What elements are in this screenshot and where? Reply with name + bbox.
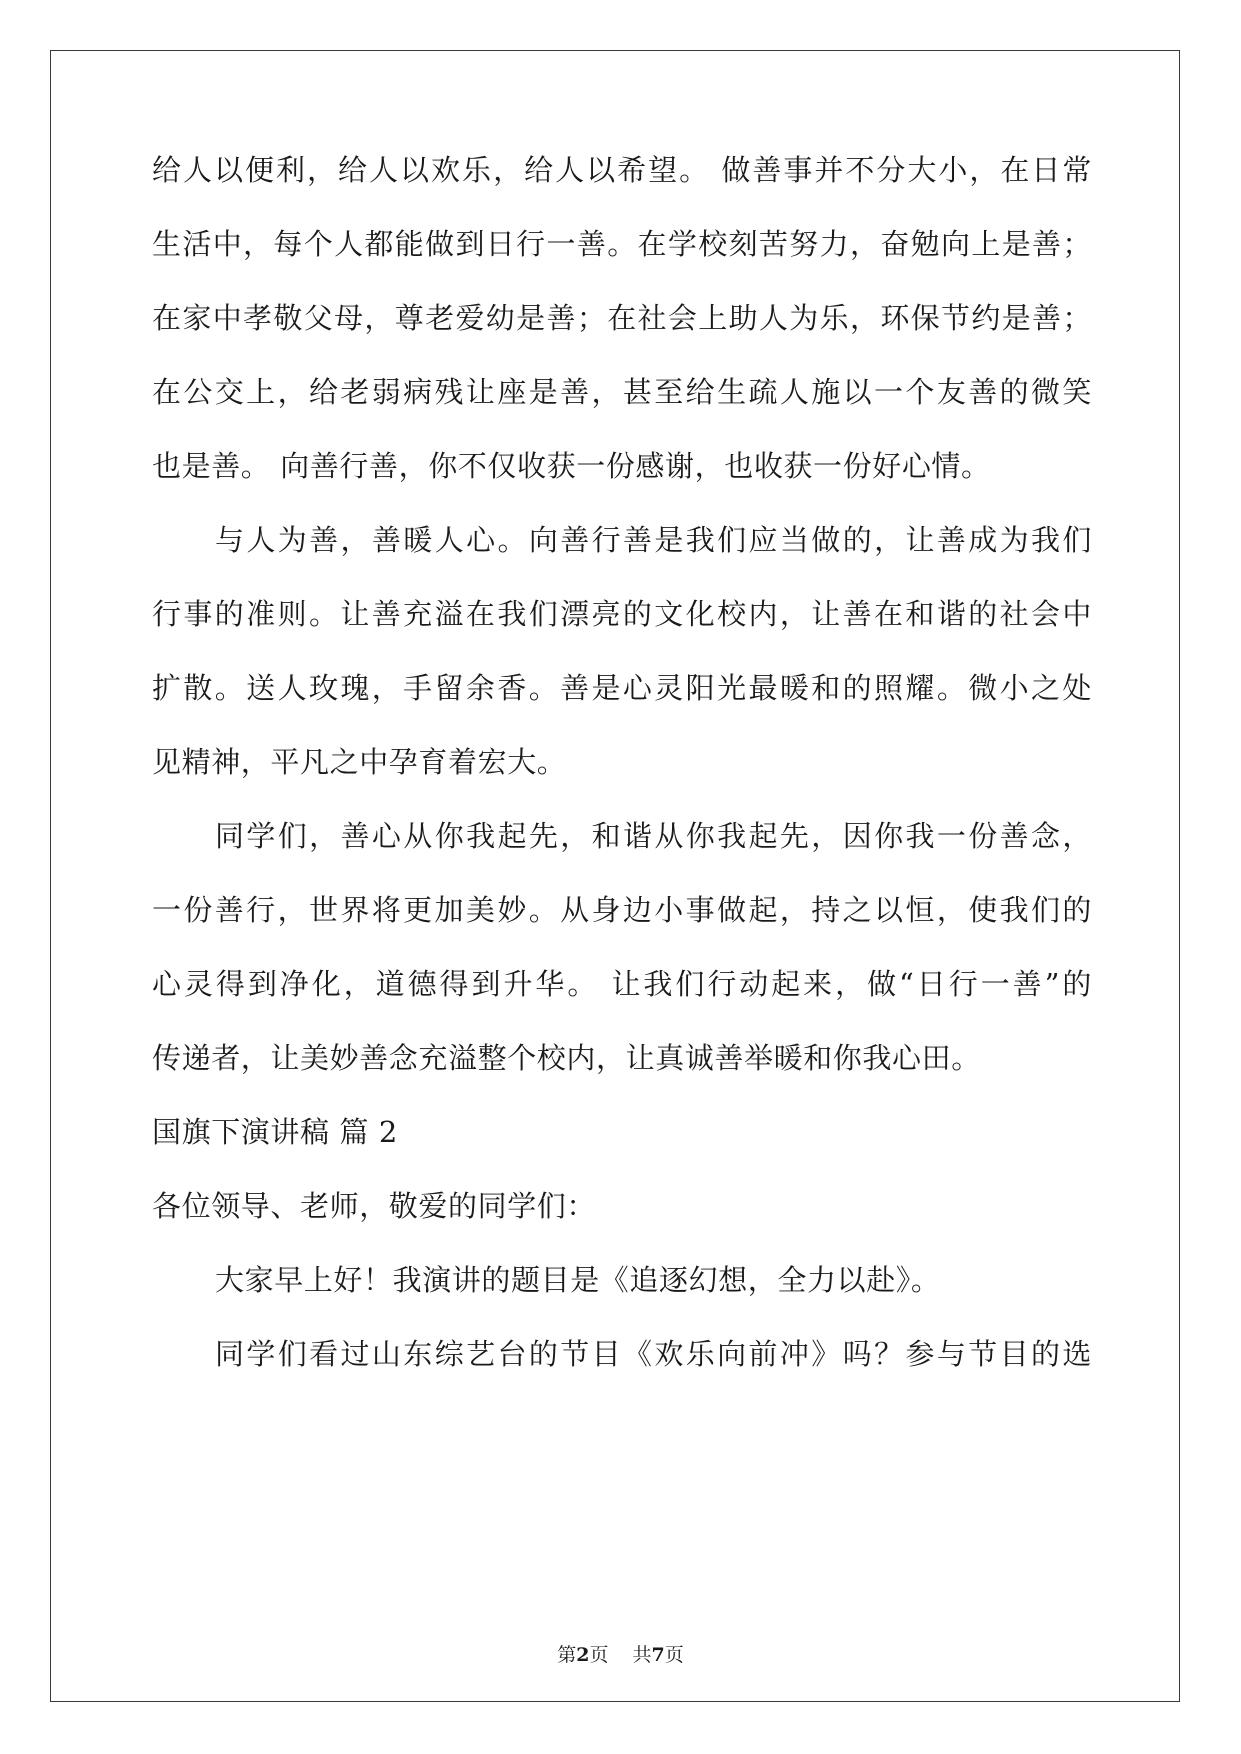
footer-page-current: 2: [576, 1644, 590, 1666]
text-line-7: 行事的准则。让善充溢在我们漂亮的文化校内，让善在和谐的社会中: [152, 597, 1092, 631]
text-line-9: 见精神，平凡之中孕育着宏大。: [152, 745, 567, 779]
text-line-2: 生活中，每个人都能做到日行一善。在学校刻苦努力，奋勉向上是善；: [152, 227, 1092, 261]
text-line-5: 也是善。 向善行善，你不仅收获一份感谢，也收获一份好心情。: [152, 449, 991, 483]
section-heading: 国旗下演讲稿 篇 2: [152, 1115, 398, 1149]
text-line-8: 扩散。送人玫瑰，手留余香。善是心灵阳光最暖和的照耀。微小之处: [152, 671, 1092, 705]
footer-page-prefix: 第: [557, 1644, 577, 1666]
footer-total-suffix: 页: [664, 1644, 684, 1666]
paragraph-2-first-line: 与人为善，善暖人心。向善行善是我们应当做的，让善成为我们: [215, 523, 1092, 557]
text-line-12: 心灵得到净化，道德得到升华。 让我们行动起来，做“日行一善”的: [152, 967, 1092, 1001]
text-line-1: 给人以便利，给人以欢乐，给人以希望。 做善事并不分大小，在日常: [152, 153, 1092, 187]
salutation: 各位领导、老师，敬爱的同学们：: [152, 1189, 597, 1223]
greeting-line: 大家早上好！我演讲的题目是《追逐幻想，全力以赴》。: [215, 1263, 941, 1297]
paragraph-3-first-line: 同学们，善心从你我起先，和谐从你我起先，因你我一份善念，: [215, 819, 1092, 853]
page-footer: [0, 1646, 1241, 1665]
paragraph-last-line: 同学们看过山东综艺台的节目《欢乐向前冲》吗？参与节目的选: [215, 1337, 1092, 1371]
text-line-4: 在公交上，给老弱病残让座是善，甚至给生疏人施以一个友善的微笑: [152, 375, 1092, 409]
text-line-13: 传递者，让美妙善念充溢整个校内，让真诚善举暖和你我心田。: [152, 1041, 981, 1075]
page-border: [50, 50, 1180, 1702]
text-line-11: 一份善行，世界将更加美妙。从身边小事做起，持之以恒，使我们的: [152, 893, 1092, 927]
text-line-3: 在家中孝敬父母，尊老爱幼是善；在社会上助人为乐，环保节约是善；: [152, 301, 1092, 335]
footer-page-suffix: 页: [589, 1644, 609, 1666]
footer-page-total: 7: [651, 1644, 665, 1666]
footer-total-prefix: 共: [632, 1644, 652, 1666]
